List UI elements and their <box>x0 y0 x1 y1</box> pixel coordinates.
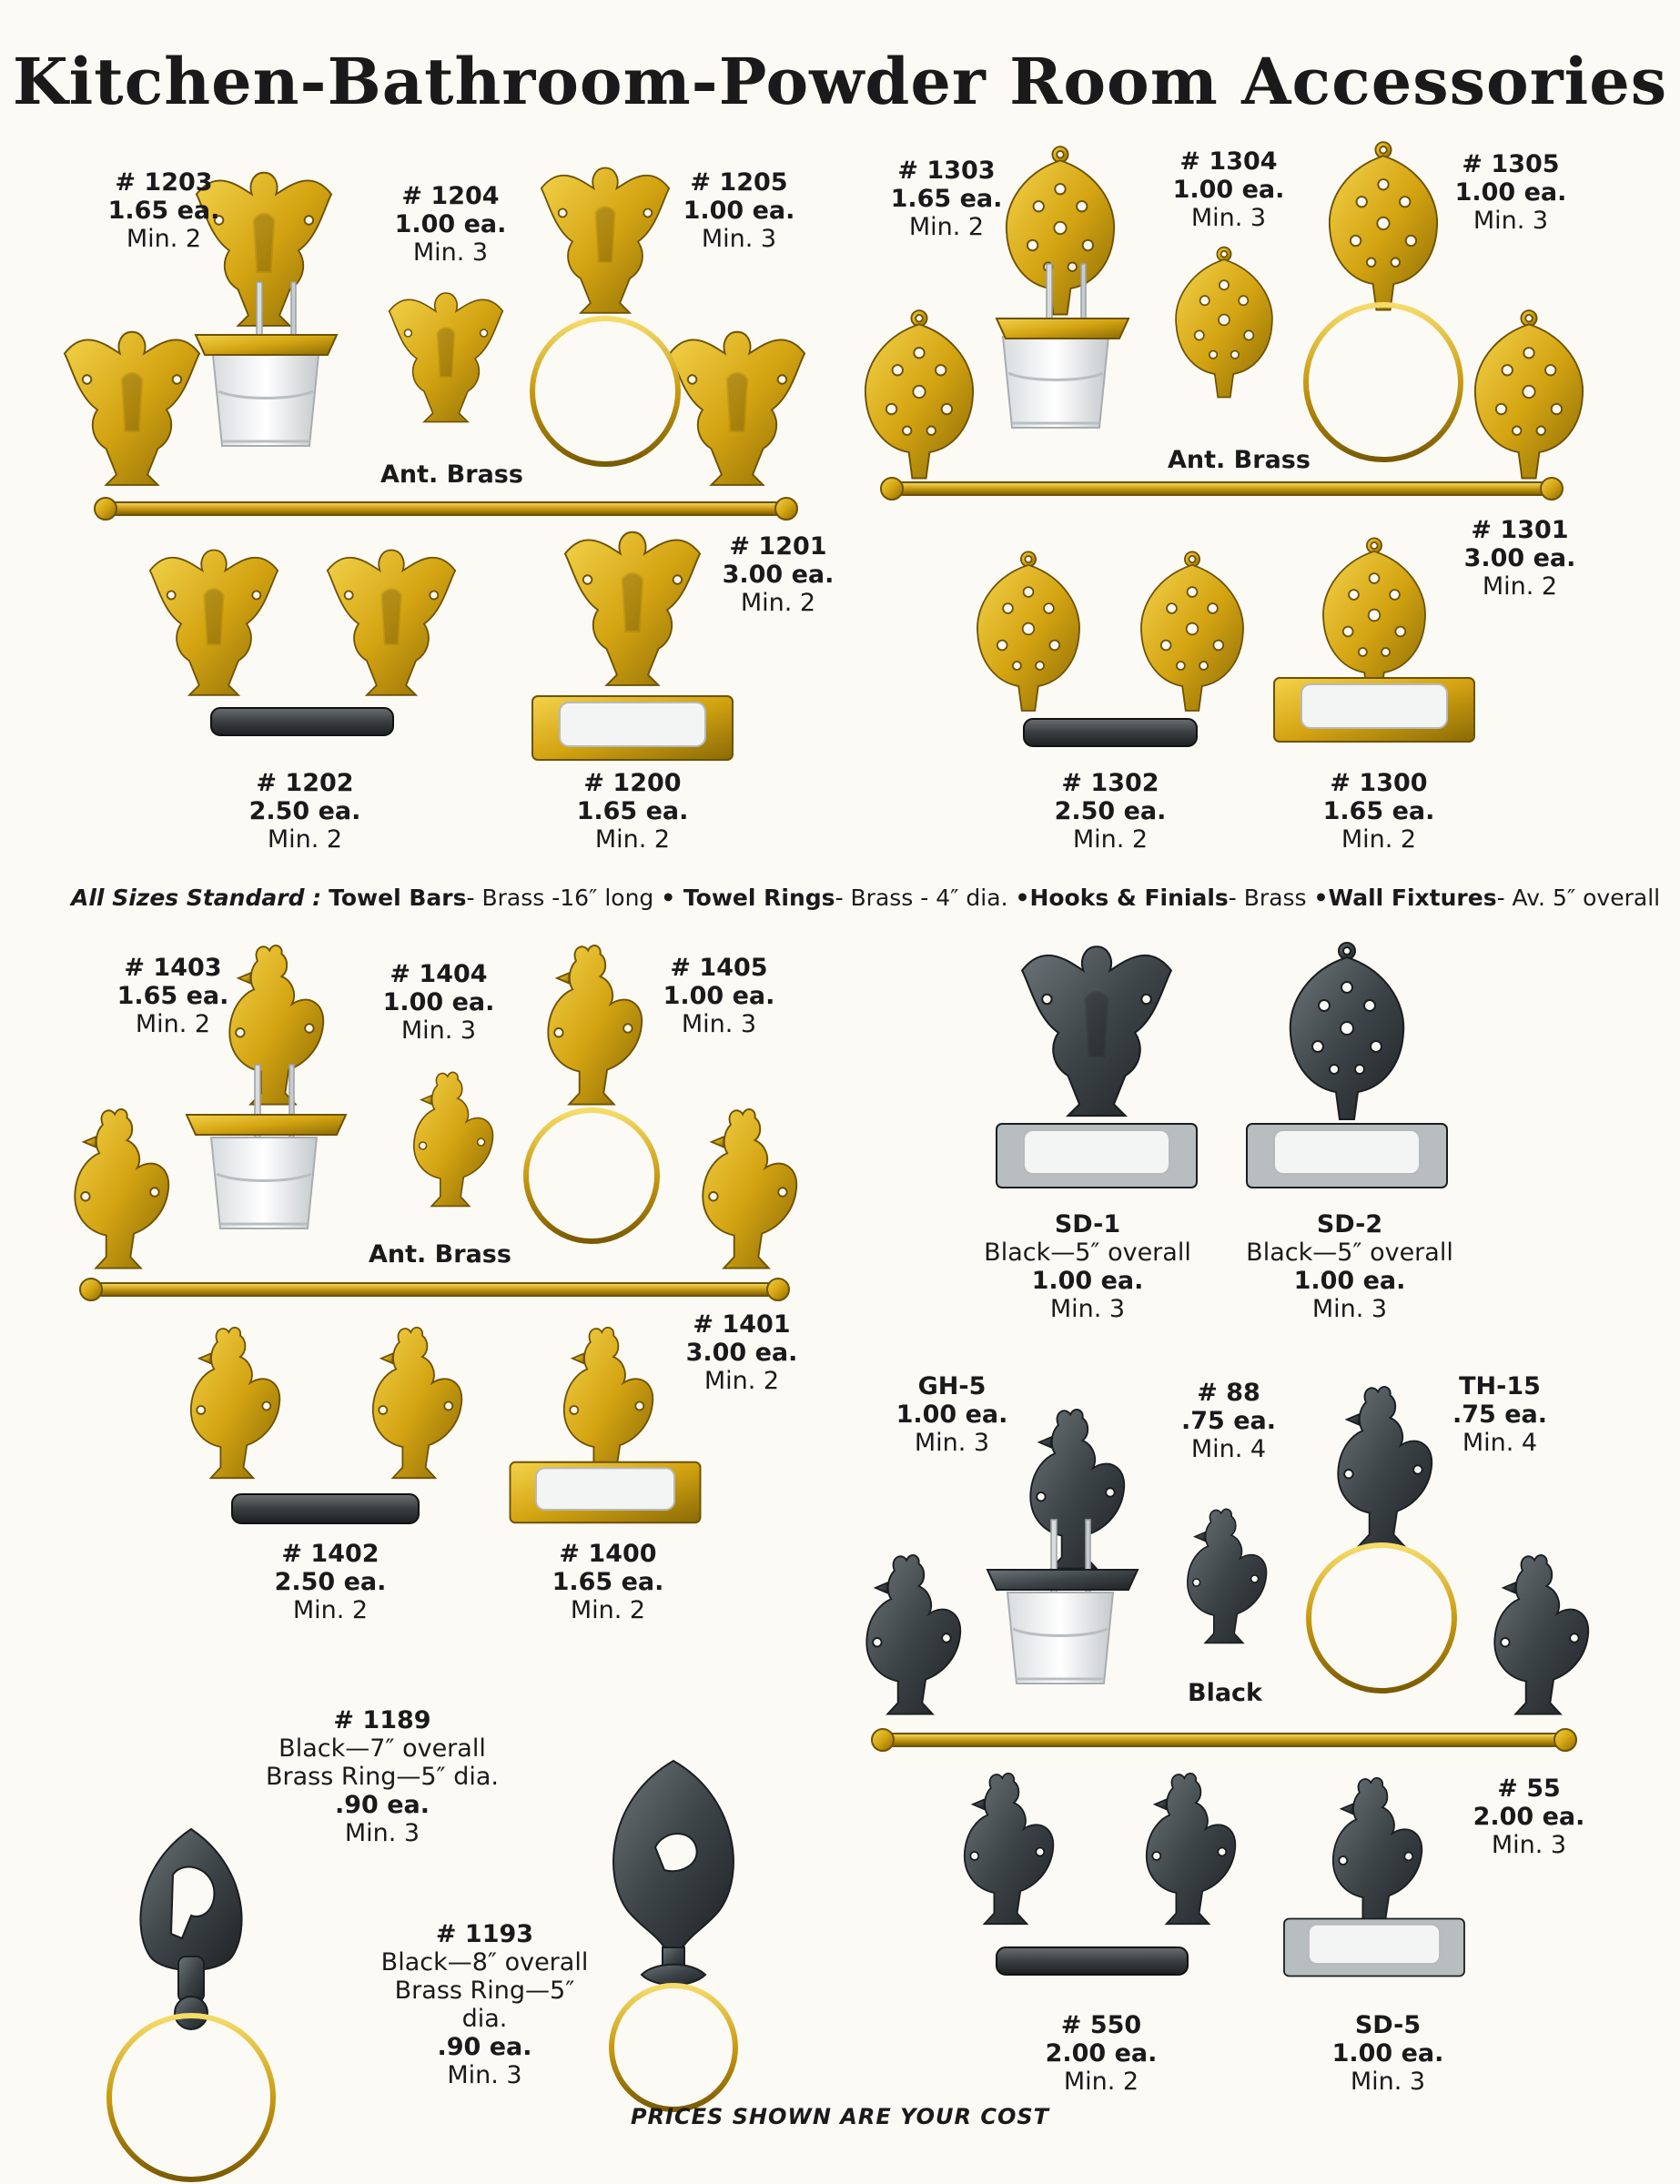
item-description: Black—7″ overall <box>278 1734 486 1763</box>
towel-bars-value: - Brass -16″ long <box>466 885 654 911</box>
item-number: # 1202 <box>256 769 354 797</box>
item-description: Black—5″ overall <box>1246 1239 1453 1267</box>
item-number: # 1305 <box>1462 150 1560 178</box>
product-label-1303 <box>883 157 1010 241</box>
item-minimum: Min. 3 <box>914 1429 990 1457</box>
item-price: 2.00 ea. <box>1045 2039 1158 2068</box>
item-price: 3.00 ea. <box>722 561 835 589</box>
item-price: 3.00 ea. <box>1463 544 1576 572</box>
item-price: 1.00 ea. <box>1031 1267 1144 1295</box>
product-label-1403 <box>109 954 237 1038</box>
towel-rings-key: • Towel Rings <box>661 885 835 911</box>
item-number: # 1303 <box>897 157 996 185</box>
item-minimum: Min. 2 <box>703 1367 780 1395</box>
product-label-1405 <box>655 954 783 1038</box>
item-number: # 1400 <box>559 1540 657 1568</box>
item-number: SD-5 <box>1354 2011 1422 2039</box>
product-label-1402 <box>267 1540 394 1624</box>
item-description: Black—5″ overall <box>984 1239 1191 1267</box>
item-minimum: Min. 3 <box>1350 2068 1426 2096</box>
finish-label: Ant. Brass <box>1168 446 1311 474</box>
towel-bars-key: Towel Bars <box>329 885 467 911</box>
hooks-key: •Hooks & Finials <box>1015 885 1229 911</box>
item-number: # 550 <box>1060 2011 1142 2039</box>
item-price: 2.00 ea. <box>1473 1803 1585 1831</box>
product-label-1305 <box>1447 150 1574 235</box>
product-label-sd1 <box>978 1210 1197 1323</box>
sizes-heading: All Sizes Standard : <box>71 885 322 911</box>
item-number: # 1300 <box>1330 769 1428 797</box>
product-label-1300 <box>1315 769 1442 854</box>
item-price: 1.65 ea. <box>1322 797 1435 825</box>
product-label-sd5 <box>1324 2011 1452 2096</box>
item-number: SD-2 <box>1316 1210 1383 1239</box>
item-price: 2.50 ea. <box>274 1568 387 1596</box>
product-label-1401 <box>678 1310 805 1395</box>
item-minimum: Min. 4 <box>1190 1435 1267 1463</box>
item-minimum: Min. 3 <box>1473 207 1549 235</box>
item-number: # 1404 <box>390 960 488 988</box>
product-label-1203 <box>100 168 228 253</box>
item-minimum: Min. 2 <box>908 213 985 241</box>
page-title: Kitchen-Bathroom-Powder Room Accessories <box>12 44 1668 119</box>
product-label-1304 <box>1165 147 1292 232</box>
product-label-th15 <box>1436 1372 1564 1457</box>
item-minimum: Min. 2 <box>292 1596 369 1624</box>
product-label-1200 <box>569 769 696 854</box>
item-minimum: Min. 2 <box>1063 2068 1139 2096</box>
item-price: 1.65 ea. <box>890 185 1003 213</box>
product-label-1400 <box>544 1540 672 1624</box>
item-price: .75 ea. <box>1452 1400 1548 1429</box>
item-minimum: Min. 3 <box>1311 1295 1388 1323</box>
item-number: # 1189 <box>333 1706 431 1734</box>
product-label-sd2 <box>1240 1210 1459 1323</box>
item-number: TH-15 <box>1459 1372 1541 1400</box>
product-label-1205 <box>675 168 803 253</box>
product-label-1193 <box>369 1920 601 2089</box>
item-minimum: Min. 4 <box>1462 1429 1538 1457</box>
product-label-550 <box>1037 2011 1165 2096</box>
item-minimum: Min. 2 <box>267 825 343 854</box>
item-price: 1.00 ea. <box>1454 178 1567 207</box>
item-price: 1.65 ea. <box>576 797 689 825</box>
item-price: .75 ea. <box>1180 1407 1277 1435</box>
item-number: # 1401 <box>693 1310 791 1339</box>
item-price: .90 ea. <box>334 1791 430 1819</box>
item-number: # 1200 <box>583 769 682 797</box>
item-price: 1.00 ea. <box>896 1400 1008 1429</box>
finish-label: Black <box>1188 1679 1263 1707</box>
item-number: # 1204 <box>401 182 500 210</box>
item-price: 1.00 ea. <box>1172 176 1285 204</box>
item-price: 1.65 ea. <box>552 1568 664 1596</box>
item-number: # 1205 <box>690 168 788 197</box>
item-price: 1.00 ea. <box>1293 1267 1406 1295</box>
bird-towel-ring-illustration <box>612 1761 735 2109</box>
item-minimum: Min. 3 <box>1491 1831 1567 1859</box>
item-number: # 1403 <box>124 954 222 982</box>
black-soap-dish-illustration <box>997 943 1447 1188</box>
item-price: 1.00 ea. <box>683 197 795 225</box>
item-number: # 55 <box>1497 1774 1561 1803</box>
item-minimum: Min. 3 <box>1190 204 1267 232</box>
footer-note: PRICES SHOWN ARE YOUR COST <box>630 2104 1050 2129</box>
product-label-55 <box>1465 1774 1593 1859</box>
item-price: 1.00 ea. <box>394 210 507 238</box>
product-label-1189 <box>264 1706 501 1847</box>
item-price: 1.00 ea. <box>382 988 495 1016</box>
item-minimum: Min. 2 <box>126 225 202 253</box>
item-minimum: Min. 2 <box>1072 825 1149 854</box>
item-description: Brass Ring—5″ dia. <box>394 1977 575 2033</box>
hooks-value: - Brass <box>1228 885 1307 911</box>
product-label-gh5 <box>888 1372 1016 1457</box>
item-price: 1.00 ea. <box>663 982 775 1010</box>
item-number: # 1304 <box>1179 147 1278 176</box>
item-number: GH-5 <box>917 1372 987 1400</box>
item-number: # 1203 <box>115 168 213 197</box>
item-price: 3.00 ea. <box>685 1339 798 1367</box>
sizes-note <box>71 885 1660 911</box>
item-minimum: Min. 3 <box>400 1016 477 1045</box>
item-number: # 1193 <box>435 1920 534 1948</box>
product-label-1404 <box>375 960 502 1045</box>
item-price: 2.50 ea. <box>248 797 361 825</box>
towel-rings-value: - Brass - 4″ dia. <box>835 885 1008 911</box>
item-minimum: Min. 3 <box>1049 1295 1126 1323</box>
item-number: SD-1 <box>1054 1210 1121 1239</box>
item-minimum: Min. 2 <box>1482 572 1558 601</box>
item-number: # 88 <box>1197 1379 1260 1407</box>
item-minimum: Min. 3 <box>412 238 489 267</box>
item-minimum: Min. 3 <box>344 1819 420 1847</box>
item-minimum: Min. 2 <box>135 1010 211 1038</box>
product-label-1204 <box>387 182 514 267</box>
product-label-88 <box>1165 1379 1292 1463</box>
item-number: # 1201 <box>729 532 827 561</box>
item-minimum: Min. 2 <box>594 825 671 854</box>
product-label-1202 <box>241 769 369 854</box>
item-price: 1.65 ea. <box>116 982 229 1010</box>
product-label-1302 <box>1047 769 1174 854</box>
item-number: # 1402 <box>281 1540 380 1568</box>
item-description: Brass Ring—5″ dia. <box>265 1763 499 1791</box>
item-minimum: Min. 3 <box>681 1010 757 1038</box>
item-price: .90 ea. <box>437 2033 532 2061</box>
item-minimum: Min. 2 <box>570 1596 646 1624</box>
item-minimum: Min. 2 <box>1341 825 1417 854</box>
item-number: # 1301 <box>1471 516 1569 544</box>
item-number: # 1302 <box>1061 769 1159 797</box>
item-minimum: Min. 3 <box>701 225 777 253</box>
item-minimum: Min. 2 <box>740 589 816 617</box>
finish-label: Ant. Brass <box>380 460 523 489</box>
item-price: 1.00 ea. <box>1331 2039 1444 2068</box>
product-label-1201 <box>714 532 842 617</box>
wall-fixtures-value: - Av. 5″ overall <box>1496 885 1661 911</box>
item-price: 1.65 ea. <box>107 197 220 225</box>
wall-fixtures-key: •Wall Fixtures <box>1313 885 1497 911</box>
item-minimum: Min. 3 <box>447 2061 522 2089</box>
item-number: # 1405 <box>670 954 768 982</box>
product-label-1301 <box>1456 516 1584 601</box>
item-description: Black—8″ overall <box>380 1948 589 1977</box>
finish-label: Ant. Brass <box>369 1240 511 1269</box>
item-price: 2.50 ea. <box>1054 797 1167 825</box>
